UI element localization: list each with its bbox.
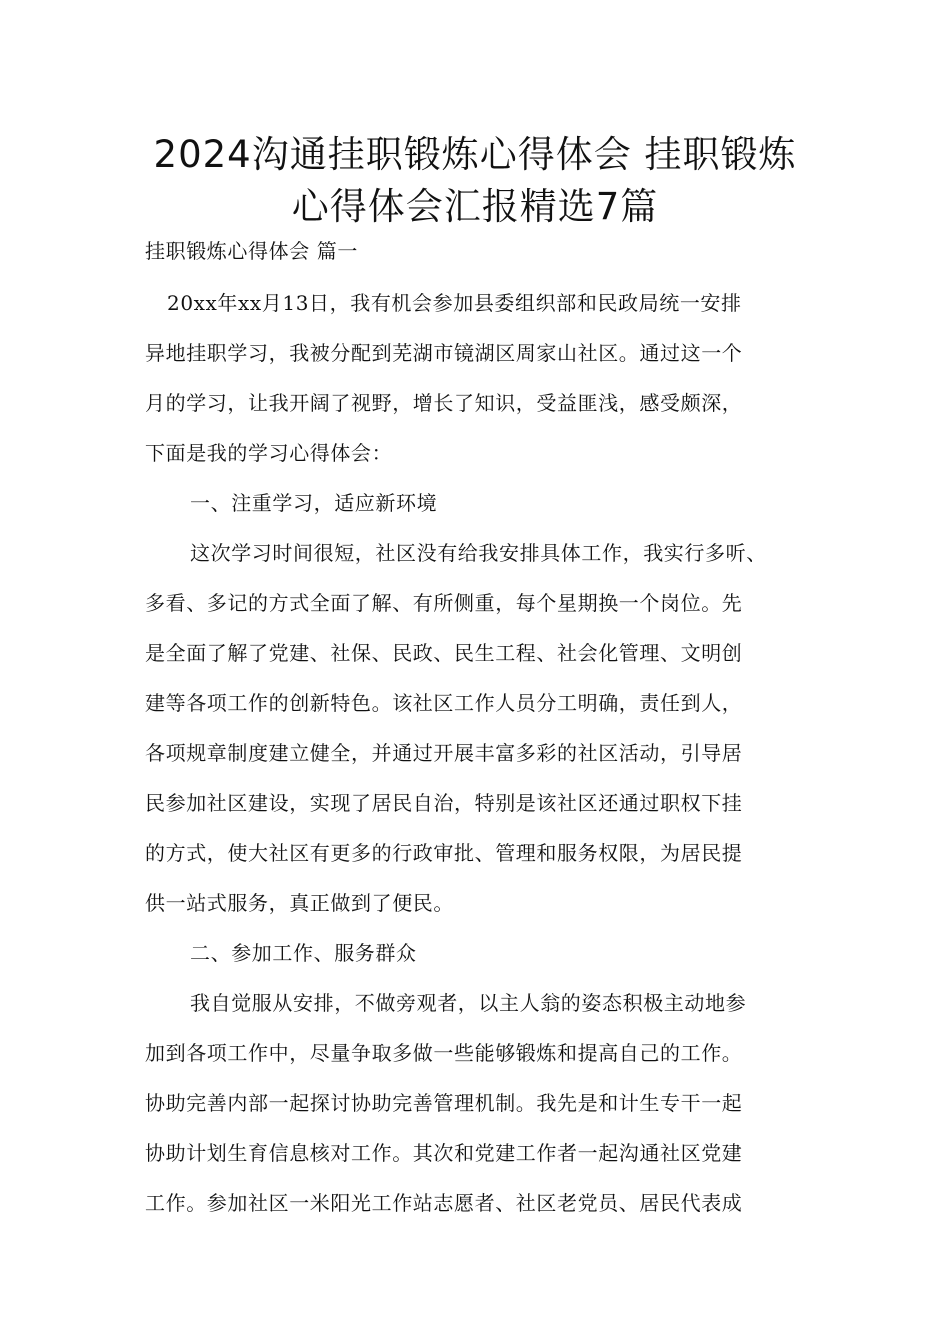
- paragraph-line: 这次学习时间很短，社区没有给我安排具体工作，我实行多听、: [190, 541, 767, 565]
- paragraph-line: 的方式，使大社区有更多的行政审批、管理和服务权限，为居民提: [145, 841, 743, 865]
- subsection-heading-1: 一、注重学习，适应新环境: [190, 491, 438, 515]
- paragraph-line: 20xx年xx月13日，我有机会参加县委组织部和民政局统一安排: [167, 291, 742, 315]
- paragraph-line: 加到各项工作中，尽量争取多做一些能够锻炼和提高自己的工作。: [145, 1041, 743, 1065]
- paragraph-line: 工作。参加社区一米阳光工作站志愿者、社区老党员、居民代表成: [145, 1191, 743, 1215]
- paragraph-line: 各项规章制度建立健全，并通过开展丰富多彩的社区活动，引导居: [145, 741, 743, 765]
- section-heading: 挂职锻炼心得体会 篇一: [145, 239, 358, 263]
- paragraph-line: 异地挂职学习，我被分配到芜湖市镜湖区周家山社区。通过这一个: [145, 341, 743, 365]
- paragraph-line: 是全面了解了党建、社保、民政、民生工程、社会化管理、文明创: [145, 641, 743, 665]
- paragraph-line: 民参加社区建设，实现了居民自治，特别是该社区还通过职权下挂: [145, 791, 743, 815]
- paragraph-line: 建等各项工作的创新特色。该社区工作人员分工明确，责任到人，: [145, 691, 743, 715]
- paragraph-line: 多看、多记的方式全面了解、有所侧重，每个星期换一个岗位。先: [145, 591, 743, 615]
- paragraph-line: 我自觉服从安排，不做旁观者，以主人翁的姿态积极主动地参: [190, 991, 747, 1015]
- paragraph-line: 协助完善内部一起探讨协助完善管理机制。我先是和计生专干一起: [145, 1091, 743, 1115]
- paragraph-line: 下面是我的学习心得体会：: [145, 441, 393, 465]
- paragraph-line: 月的学习，让我开阔了视野，增长了知识，受益匪浅，感受颇深，: [145, 391, 743, 415]
- subsection-heading-2: 二、参加工作、服务群众: [190, 941, 417, 965]
- document-title-line-1: 2024沟通挂职锻炼心得体会 挂职锻炼: [153, 133, 797, 176]
- document-title-line-2: 心得体会汇报精选7篇: [291, 185, 659, 228]
- paragraph-line: 供一站式服务，真正做到了便民。: [145, 891, 454, 915]
- paragraph-line: 协助计划生育信息核对工作。其次和党建工作者一起沟通社区党建: [145, 1141, 743, 1165]
